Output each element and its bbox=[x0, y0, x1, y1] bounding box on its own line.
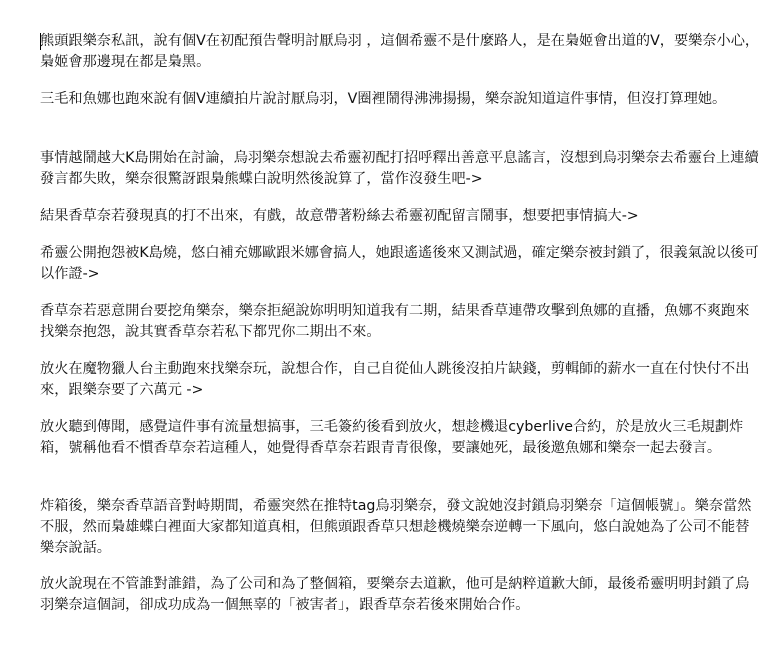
paragraph-9: 炸箱後，樂奈香草語音對峙期間，希靈突然在推特tag烏羽樂奈，發文說她沒封鎖烏羽樂奈「這個帳號」。樂奈當然不服，然而梟雄蝶白裡面大家都知道真相，但熊頭跟香草只想趁機燒樂奈逆轉一下風向，悠白說她為了公司不能替樂奈說話。 bbox=[40, 498, 752, 556]
paragraph-4: 結果香草奈若發現真的打不出來，有戲，故意帶著粉絲去希靈初配留言鬧事，想要把事情搞大-> bbox=[40, 208, 639, 224]
paragraph-6: 香草奈若惡意開台要挖角樂奈，樂奈拒絕說妳明明知道我有二期，結果香草連帶攻擊到魚娜的直播，魚娜不爽跑來找樂奈抱怨，說其實香草奈若私下都咒你二期出不來。 bbox=[40, 303, 750, 340]
paragraph-10: 放火說現在不管誰對誰錯，為了公司和為了整個箱，要樂奈去道歉，他可是納粹道歉大師，最後希靈明明封鎖了烏羽樂奈這個詞，卻成功成為一個無辜的「被害者」，跟香草奈若後來開始合作。 bbox=[40, 576, 750, 613]
paragraph-2: 三毛和魚娜也跑來說有個V連續拍片說討厭烏羽，V圈裡鬧得沸沸揚揚，樂奈說知道這件事情，但沒打算理她。 bbox=[40, 91, 727, 107]
paragraph-3: 事情越鬧越大K島開始在討論，烏羽樂奈想說去希靈初配打招呼釋出善意平息謠言，沒想到烏羽樂奈去希靈台上連續發言都失敗，樂奈很驚訝跟梟熊蝶白說明然後說算了，當作沒發生吧-> bbox=[40, 150, 759, 187]
paragraph-1: 熊頭跟樂奈私訊，說有個V在初配預告聲明討厭烏羽 ，這個希靈不是什麼路人，是在梟姬會出道的V，要樂奈小心，梟姬會那邊現在都是梟黑。 bbox=[40, 33, 760, 70]
paragraph-7: 放火在魔物獵人台主動跑來找樂奈玩，說想合作，自己自從仙人跳後沒拍片缺錢，剪輯師的薪水一直在付快付不出來，跟樂奈要了六萬元 -> bbox=[40, 361, 750, 398]
paragraph-8: 放火聽到傳聞，感覺這件事有流量想搞事，三毛簽約後看到放火，想趁機退cyberlive合約，於是放火三毛規劃炸箱，號稱他看不慣香草奈若這種人，她覺得香草奈若跟青青很像，要讓她死，最後邀魚娜和樂奈一起去發言。 bbox=[40, 419, 744, 456]
paragraph-5: 希靈公開抱怨被K島燒，悠白補充娜歐跟米娜會搞人，她跟遙遙後來又測試過，確定樂奈被封鎖了，很義氣說以後可以作證-> bbox=[40, 245, 759, 282]
